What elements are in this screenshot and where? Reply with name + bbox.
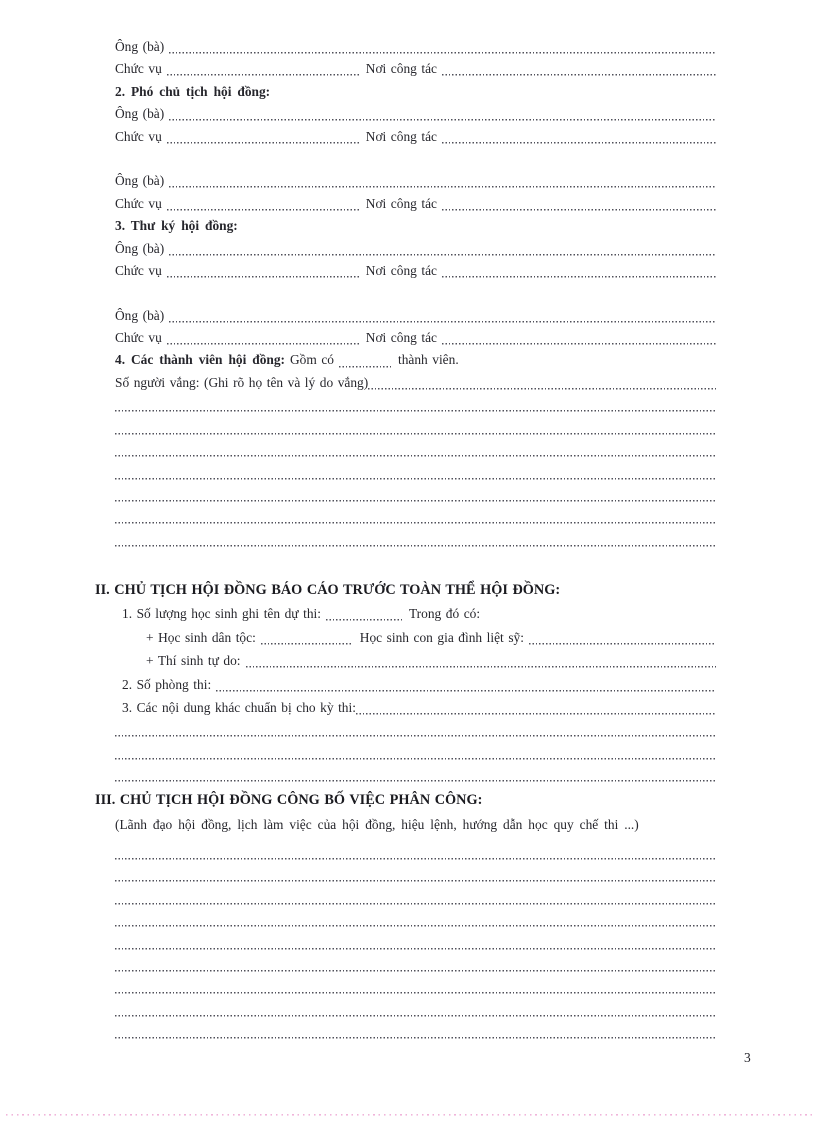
dot-leader xyxy=(167,58,359,80)
chuc-vu-label: Chức vụ xyxy=(115,262,162,278)
chuc-vu-label: Chức vụ xyxy=(115,128,162,144)
blank-write-in-line xyxy=(115,394,716,416)
blank-write-in-line xyxy=(115,909,716,931)
dot-leader xyxy=(169,170,716,192)
chuc-vu-label: Chức vụ xyxy=(115,195,162,211)
ong-ba-label: Ông (bà) xyxy=(115,307,165,323)
noi-cong-tac-label: Nơi công tác xyxy=(365,330,437,346)
dot-leader xyxy=(529,626,716,649)
dot-leader xyxy=(326,602,402,625)
dot-leader xyxy=(167,327,359,349)
form-line-chuc-vu xyxy=(115,327,716,349)
blank-gap xyxy=(115,282,716,304)
thi-sinh-tu-do-label: + Thí sinh tự do: xyxy=(146,653,241,669)
noi-cong-tac-label: Nơi công tác xyxy=(365,128,437,144)
section-iii-note: (Lãnh đạo hội đồng, lịch làm việc của hội đồng, hiệu lệnh, hướng dẫn học quy chế thi ...) xyxy=(115,816,639,832)
page-number: 3 xyxy=(744,1050,751,1065)
line-so-nguoi-vang xyxy=(115,372,716,394)
blank-gap xyxy=(115,148,716,170)
blank-write-in-line xyxy=(115,842,716,864)
blank-write-in-line xyxy=(115,864,716,886)
noi-cong-tac-label: Nơi công tác xyxy=(365,262,437,278)
noi-cong-tac-label: Nơi công tác xyxy=(365,195,437,211)
dot-leader xyxy=(442,193,716,215)
dot-leader xyxy=(442,58,716,80)
blank-write-in-line xyxy=(115,887,716,909)
blank-write-in-line xyxy=(115,742,716,764)
form-line-ong-ba xyxy=(115,305,716,327)
blank-write-in-line xyxy=(115,1021,716,1043)
blank-write-in-line xyxy=(115,764,716,786)
dot-leader xyxy=(442,327,716,349)
dot-leader xyxy=(442,260,716,282)
so-phong-thi-label: 2. Số phòng thi: xyxy=(122,676,212,692)
form-line-ong-ba xyxy=(115,103,716,125)
item-so-phong-thi xyxy=(115,673,716,696)
con-gia-dinh-liet-sy-label: Học sinh con gia đình liệt sỹ: xyxy=(359,629,524,645)
blank-write-in-line xyxy=(115,954,716,976)
heading-cac-thanh-vien-hoi-dong xyxy=(115,349,716,371)
ong-ba-label: Ông (bà) xyxy=(115,106,165,122)
dot-leader xyxy=(167,126,359,148)
section-ii-heading: II. CHỦ TỊCH HỘI ĐỒNG BÁO CÁO TRƯỚC TOÀN THỂ HỘI ĐỒNG: xyxy=(95,582,561,599)
dot-leader xyxy=(167,260,359,282)
form-line-chuc-vu xyxy=(115,58,716,80)
heading-thu-ky-hoi-dong: 3. Thư ký hội đồng: xyxy=(115,218,238,234)
item-hoc-sinh-dan-toc xyxy=(115,626,716,649)
blank-write-in-line xyxy=(115,529,716,551)
so-nguoi-vang-label: Số người vắng: (Ghi rõ họ tên và lý do vắng) xyxy=(115,374,369,390)
dot-leader xyxy=(169,103,716,125)
form-line-chuc-vu xyxy=(115,193,716,215)
blank-write-in-line xyxy=(115,417,716,439)
chuc-vu-label: Chức vụ xyxy=(115,61,162,77)
item-so-luong-hoc-sinh xyxy=(115,602,716,625)
dot-leader xyxy=(368,372,716,394)
form-line-chuc-vu xyxy=(115,260,716,282)
blank-write-in-line xyxy=(115,719,716,741)
form-line-ong-ba xyxy=(115,170,716,192)
heading-pho-chu-tich-hoi-dong: 2. Phó chủ tịch hội đồng: xyxy=(115,83,271,99)
blank-gap xyxy=(115,551,716,573)
blank-write-in-line xyxy=(115,976,716,998)
dot-leader xyxy=(339,349,391,371)
ong-ba-label: Ông (bà) xyxy=(115,39,165,54)
chuc-vu-label: Chức vụ xyxy=(115,330,162,346)
blank-write-in-line xyxy=(115,461,716,483)
form-line-chuc-vu xyxy=(115,126,716,148)
noi-dung-khac-label: 3. Các nội dung khác chuẩn bị cho kỳ thi: xyxy=(122,699,356,715)
dot-leader xyxy=(169,36,716,58)
blank-write-in-line xyxy=(115,999,716,1021)
form-body xyxy=(95,36,716,1043)
hoc-sinh-dan-toc-label: + Học sinh dân tộc: xyxy=(146,629,256,645)
so-luong-label: 1. Số lượng học sinh ghi tên dự thi: xyxy=(122,606,321,622)
dot-leader xyxy=(169,238,716,260)
dot-leader xyxy=(442,126,716,148)
page-edge-dotted-line xyxy=(6,1106,816,1116)
blank-write-in-line xyxy=(115,506,716,528)
item-thi-sinh-tu-do xyxy=(115,649,716,672)
dot-leader xyxy=(246,649,716,672)
thanh-vien-label: thành viên. xyxy=(397,352,459,368)
ong-ba-label: Ông (bà) xyxy=(115,173,165,189)
blank-write-in-line xyxy=(115,931,716,953)
noi-cong-tac-label: Nơi công tác xyxy=(365,61,437,77)
dot-leader xyxy=(216,673,716,696)
dot-leader xyxy=(169,305,716,327)
dot-leader xyxy=(356,696,716,719)
dot-leader xyxy=(167,193,359,215)
form-line-ong-ba xyxy=(115,36,716,58)
dot-leader xyxy=(261,626,353,649)
cac-thanh-vien-label: 4. Các thành viên hội đồng: xyxy=(115,352,285,368)
item-noi-dung-khac xyxy=(115,696,716,719)
gom-co-label: Gồm có xyxy=(290,352,334,368)
ong-ba-label: Ông (bà) xyxy=(115,240,165,256)
trong-do-co-label: Trong đó có: xyxy=(408,606,481,622)
form-line-ong-ba xyxy=(115,238,716,260)
blank-write-in-line xyxy=(115,484,716,506)
blank-write-in-line xyxy=(115,439,716,461)
section-iii-heading: III. CHỦ TỊCH HỘI ĐỒNG CÔNG BỐ VIỆC PHÂN CÔNG: xyxy=(95,791,483,808)
